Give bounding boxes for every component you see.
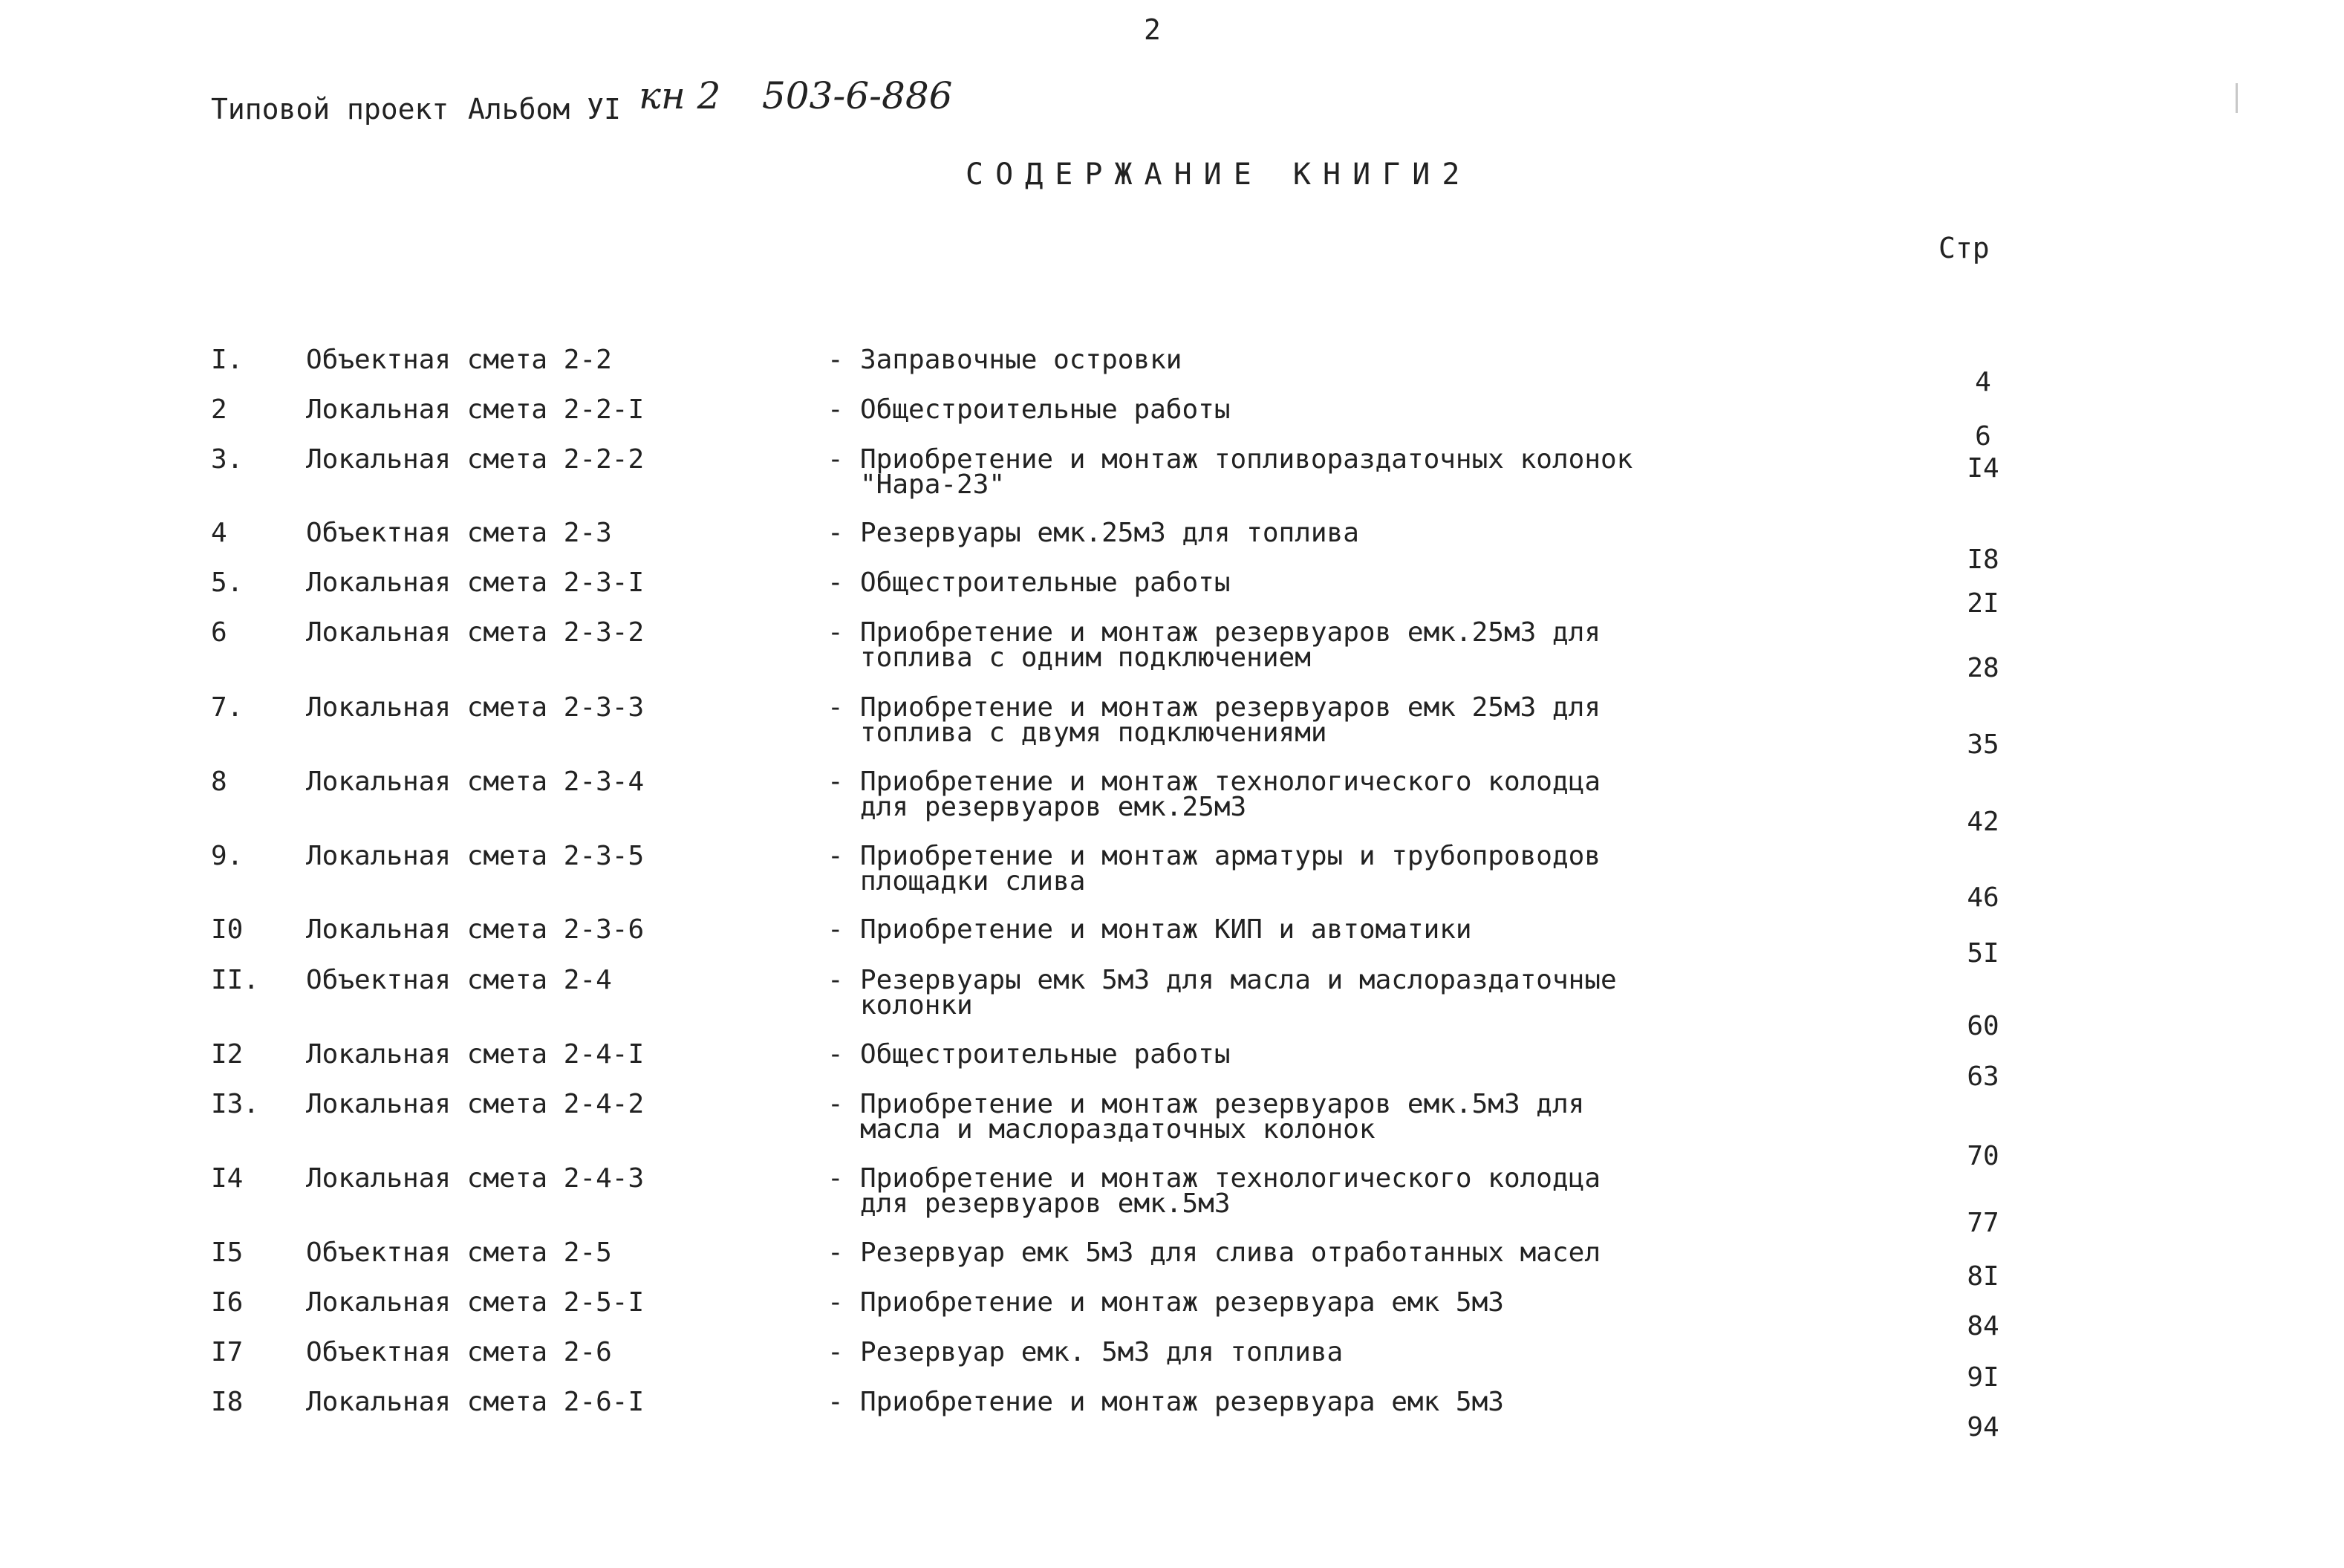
toc-entry-estimate: Локальная смета 2-4-I (306, 1039, 645, 1070)
toc-entry-description: Приобретение и монтаж арматуры и трубопроводов площадки слива (860, 841, 1601, 897)
project-code-handwritten: 503-6-886 (762, 74, 953, 117)
toc-entry-description: Приобретение и монтаж резервуаров емк.25м3 для топлива с одним подключением (860, 617, 1601, 673)
toc-entry-page: 46 (1967, 882, 1999, 913)
toc-entry-dash: - (827, 518, 844, 548)
toc-entry-number: 6 (211, 617, 227, 648)
toc-entry-description: Резервуары емк 5м3 для масла и маслораздаточные колонки (860, 965, 1617, 1021)
toc-entry-dash: - (827, 914, 844, 945)
toc-entry-number: 2 (211, 394, 227, 425)
toc-entry-page: 6 (1975, 421, 1991, 452)
album-label: Альбом УI (468, 93, 621, 126)
toc-entry-number: I0 (211, 914, 244, 945)
toc-entry-description: Приобретение и монтаж резервуаров емк 25м3 для топлива с двумя подключениями (860, 692, 1601, 748)
book-handwritten: кн 2 (639, 74, 721, 117)
toc-entry-description: Приобретение и монтаж технологического колодца для резервуаров емк.25м3 (860, 767, 1601, 822)
toc-entry-page: 4 (1975, 367, 1991, 397)
toc-entry-number: I. (211, 345, 244, 375)
toc-entry-dash: - (827, 1237, 844, 1268)
toc-entry-page: I4 (1967, 453, 1999, 484)
toc-entry-page: 8I (1967, 1261, 1999, 1292)
toc-entry-estimate: Локальная смета 2-4-2 (306, 1089, 645, 1119)
toc-entry-estimate: Объектная смета 2-5 (306, 1237, 612, 1268)
toc-entry-description: Приобретение и монтаж резервуаров емк.5м3 для масла и маслораздаточных колонок (860, 1089, 1585, 1145)
toc-entry-page: 9I (1967, 1362, 1999, 1393)
toc-entry-description: Приобретение и монтаж резервуара емк 5м3 (860, 1287, 1504, 1318)
project-label: Типовой проект (211, 93, 449, 126)
toc-entry-number: II. (211, 965, 260, 995)
toc-entry-estimate: Объектная смета 2-2 (306, 345, 612, 375)
toc-entry-dash: - (827, 1089, 844, 1119)
toc-entry-estimate: Локальная смета 2-5-I (306, 1287, 645, 1318)
toc-entry-estimate: Локальная смета 2-6-I (306, 1387, 645, 1417)
toc-entry-number: I8 (211, 1387, 244, 1417)
toc-entry-dash: - (827, 1337, 844, 1367)
toc-entry-dash: - (827, 767, 844, 797)
toc-entry-estimate: Локальная смета 2-3-4 (306, 767, 645, 797)
toc-entry-description: Приобретение и монтаж КИП и автоматики (860, 914, 1472, 945)
toc-entry-description: Приобретение и монтаж топливораздаточных колонок "Нара-23" (860, 444, 1633, 500)
toc-entry-number: I7 (211, 1337, 244, 1367)
edge-mark (2236, 83, 2238, 113)
toc-entry-dash: - (827, 617, 844, 648)
toc-entry-dash: - (827, 1287, 844, 1318)
toc-entry-number: I6 (211, 1287, 244, 1318)
toc-entry-page: 42 (1967, 807, 1999, 837)
toc-entry-estimate: Локальная смета 2-4-3 (306, 1163, 645, 1194)
toc-entry-number: I5 (211, 1237, 244, 1268)
toc-entry-dash: - (827, 965, 844, 995)
toc-entry-estimate: Объектная смета 2-6 (306, 1337, 612, 1367)
toc-entry-page: 35 (1967, 729, 1999, 760)
toc-entry-estimate: Локальная смета 2-2-2 (306, 444, 645, 475)
toc-entry-page: I8 (1967, 544, 1999, 575)
toc-entry-dash: - (827, 345, 844, 375)
toc-entry-description: Резервуар емк 5м3 для слива отработанных масел (860, 1237, 1601, 1268)
toc-entry-description: Приобретение и монтаж технологического колодца для резервуаров емк.5м3 (860, 1163, 1601, 1219)
toc-entry-page: 94 (1967, 1412, 1999, 1442)
toc-entry-estimate: Локальная смета 2-3-2 (306, 617, 645, 648)
toc-entry-page: 63 (1967, 1061, 1999, 1092)
toc-entry-number: I3. (211, 1089, 260, 1119)
toc-entry-description: Общестроительные работы (860, 394, 1231, 425)
toc-entry-number: I2 (211, 1039, 244, 1070)
toc-entry-page: 84 (1967, 1311, 1999, 1341)
toc-entry-estimate: Локальная смета 2-3-6 (306, 914, 645, 945)
toc-entry-estimate: Локальная смета 2-3-3 (306, 692, 645, 723)
toc-entry-page: 5I (1967, 938, 1999, 969)
toc-entry-page: 70 (1967, 1141, 1999, 1171)
toc-entry-description: Резервуары емк.25м3 для топлива (860, 518, 1359, 548)
toc-entry-number: 4 (211, 518, 227, 548)
toc-entry-dash: - (827, 1039, 844, 1070)
toc-entry-dash: - (827, 1163, 844, 1194)
toc-entry-description: Общестроительные работы (860, 1039, 1231, 1070)
toc-entry-estimate: Объектная смета 2-3 (306, 518, 612, 548)
toc-entry-number: I4 (211, 1163, 244, 1194)
toc-entry-number: 9. (211, 841, 244, 871)
document-title: СОДЕРЖАНИЕ КНИГИ2 (966, 157, 1472, 192)
toc-entry-dash: - (827, 394, 844, 425)
toc-entry-estimate: Локальная смета 2-3-5 (306, 841, 645, 871)
page-number: 2 (1144, 13, 1161, 46)
toc-entry-estimate: Объектная смета 2-4 (306, 965, 612, 995)
toc-entry-page: 28 (1967, 653, 1999, 683)
toc-entry-page: 60 (1967, 1011, 1999, 1041)
toc-entry-description: Резервуар емк. 5м3 для топлива (860, 1337, 1344, 1367)
toc-entry-page: 77 (1967, 1208, 1999, 1238)
toc-entry-estimate: Локальная смета 2-3-I (306, 567, 645, 598)
toc-entry-number: 5. (211, 567, 244, 598)
toc-entry-description: Общестроительные работы (860, 567, 1231, 598)
toc-entry-dash: - (827, 1387, 844, 1417)
toc-entry-number: 3. (211, 444, 244, 475)
toc-entry-description: Заправочные островки (860, 345, 1182, 375)
page-column-header: Стр (1938, 232, 1990, 264)
toc-entry-number: 8 (211, 767, 227, 797)
toc-entry-estimate: Локальная смета 2-2-I (306, 394, 645, 425)
toc-entry-dash: - (827, 692, 844, 723)
toc-entry-number: 7. (211, 692, 244, 723)
toc-entry-dash: - (827, 567, 844, 598)
toc-entry-page: 2I (1967, 588, 1999, 619)
toc-entry-dash: - (827, 841, 844, 871)
toc-entry-dash: - (827, 444, 844, 475)
toc-entry-description: Приобретение и монтаж резервуара емк 5м3 (860, 1387, 1504, 1417)
